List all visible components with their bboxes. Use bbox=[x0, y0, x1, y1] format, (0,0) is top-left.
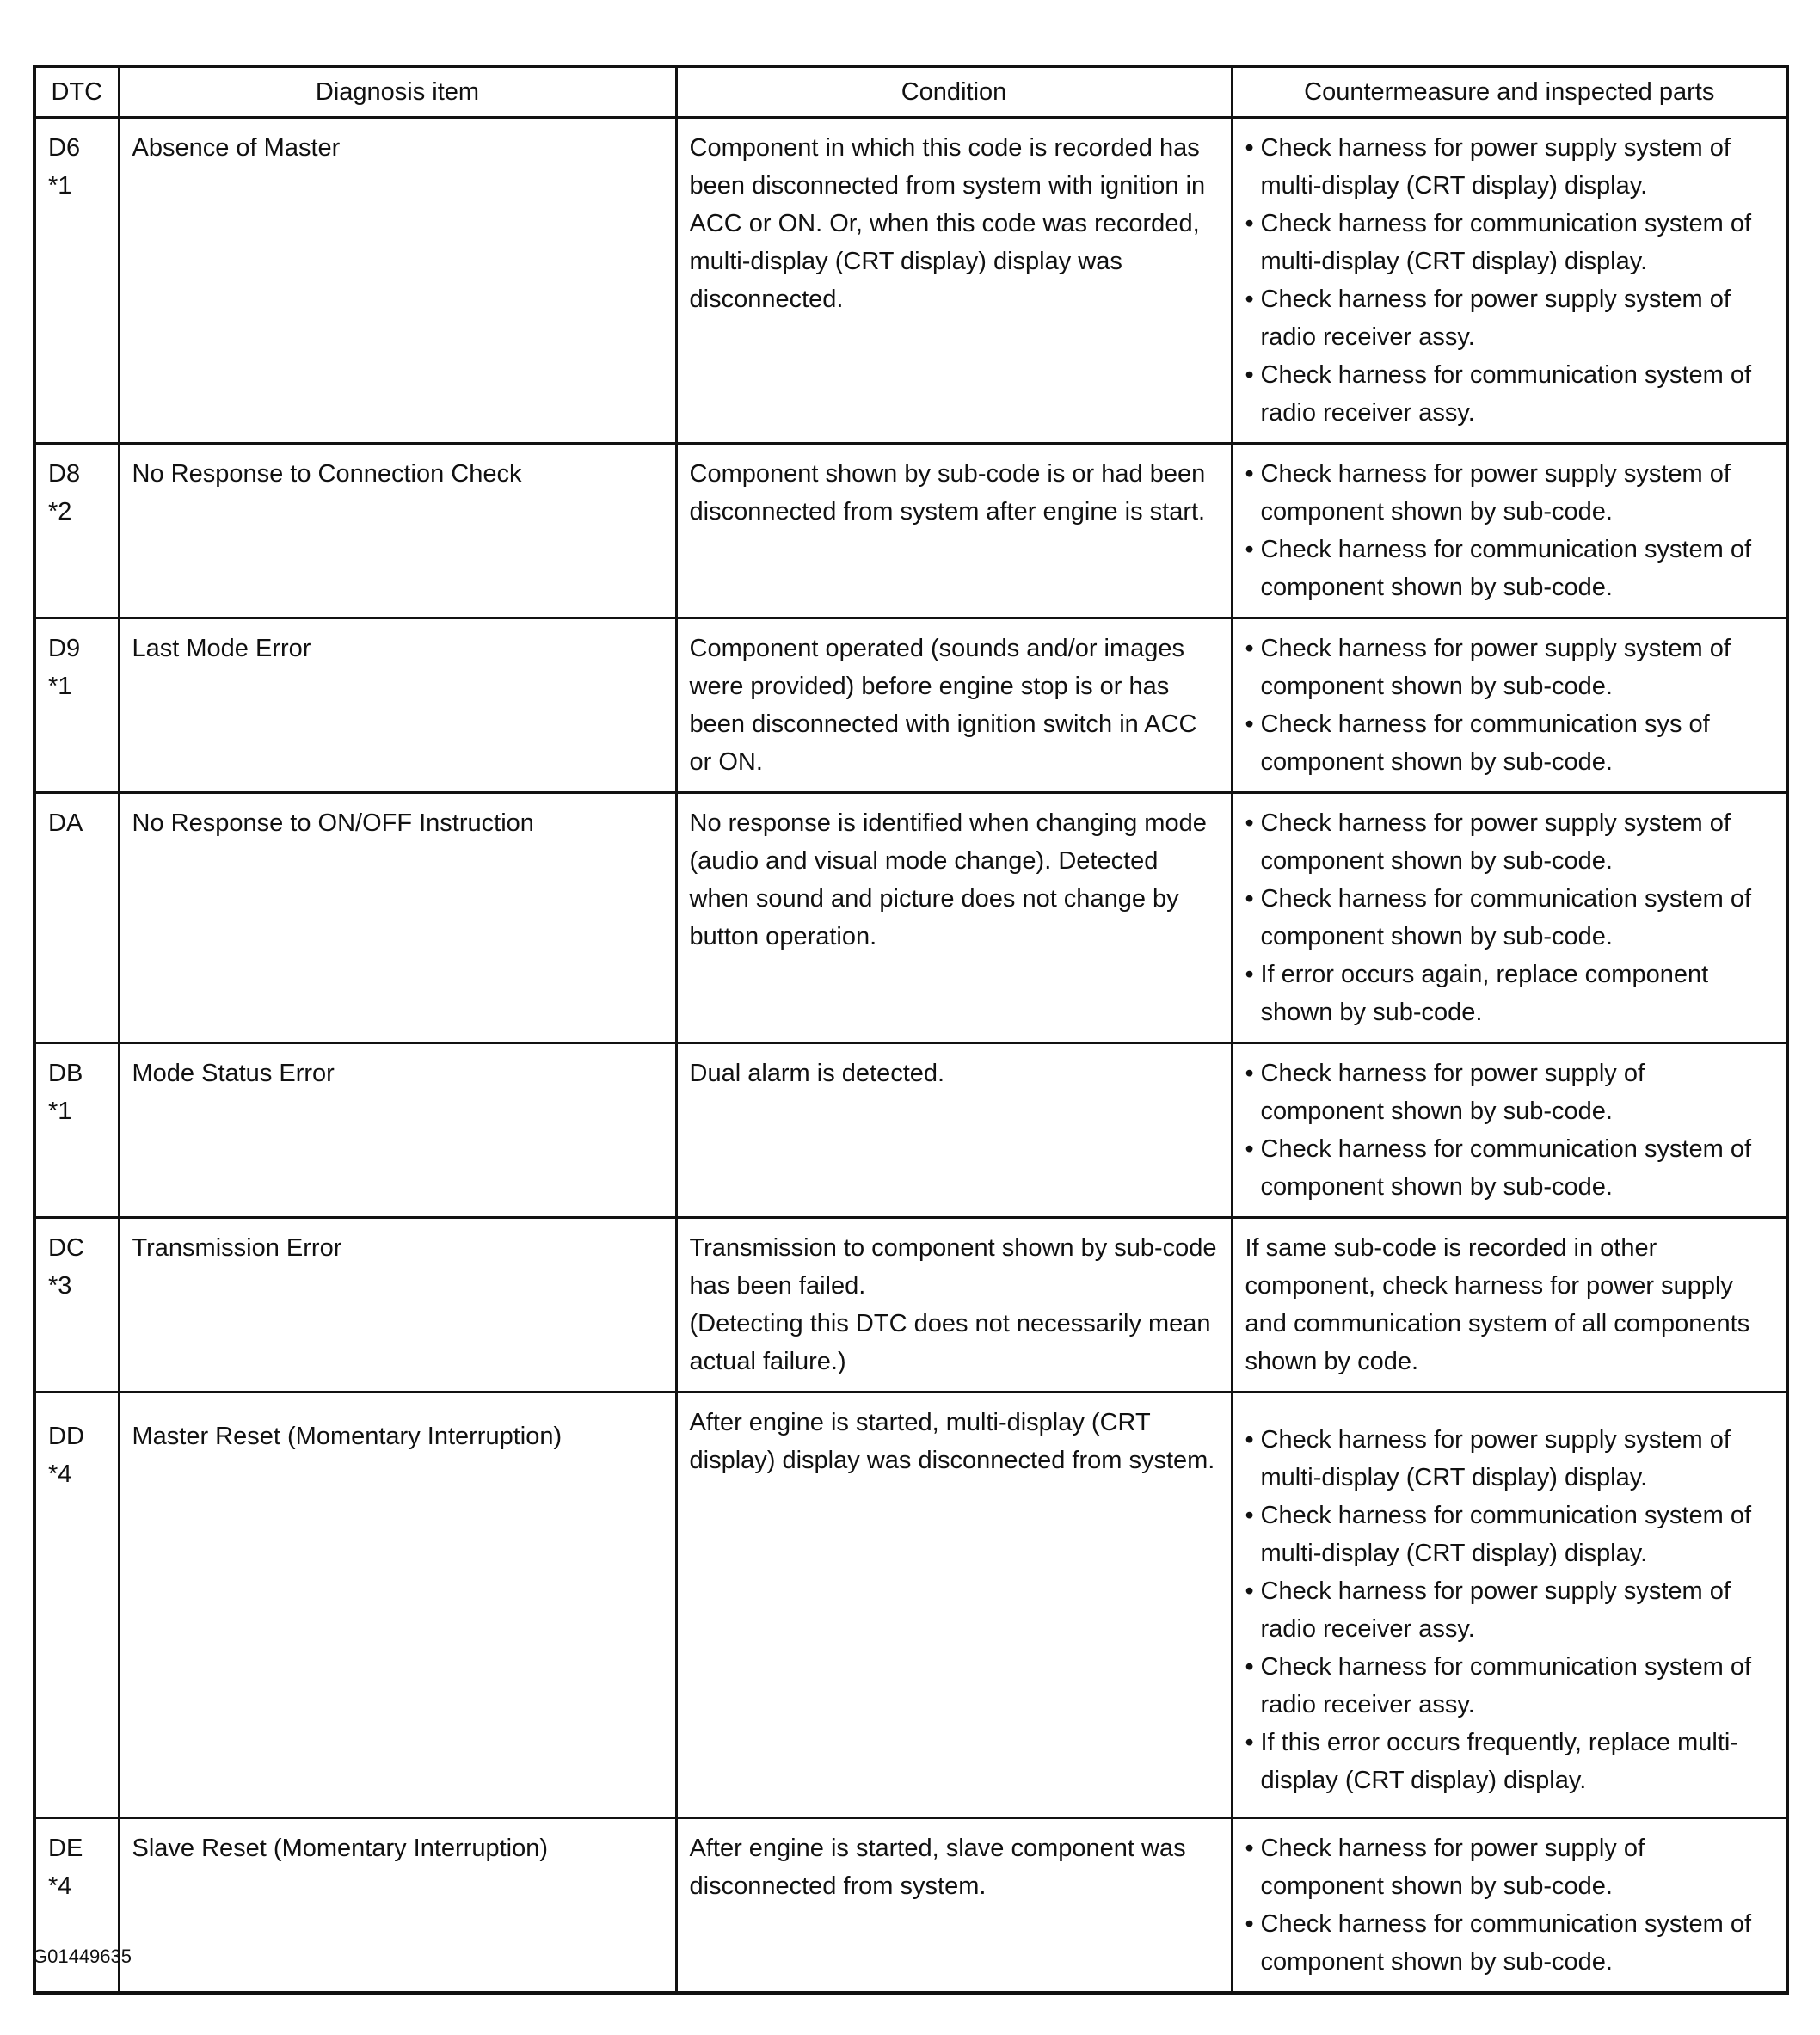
countermeasure-cell bbox=[1232, 618, 1787, 793]
diagnosis-item: Absence of Master bbox=[119, 118, 676, 444]
dtc-code-cell bbox=[34, 1393, 119, 1818]
measure-item: • Check harness for communication system of multi-display (CRT display) display. bbox=[1245, 205, 1774, 280]
countermeasure-text: If same sub-code is recorded in other component, check harness for power supply and communication system of all components shown by code. bbox=[1232, 1218, 1787, 1393]
diagnosis-item: Master Reset (Momentary Interruption) bbox=[119, 1393, 676, 1818]
dtc-code-cell bbox=[34, 618, 119, 793]
measure-item: • If this error occurs frequently, replace multi-display (CRT display) display. bbox=[1245, 1724, 1774, 1799]
countermeasure-cell bbox=[1232, 1043, 1787, 1218]
condition-note: (Detecting this DTC does not necessarily mean actual failure.) bbox=[689, 1310, 1211, 1375]
condition: Component in which this code is recorded has been disconnected from system with ignition in ACC or ON. Or, when this code was recorded, multi-display (CRT display) display was disconnected. bbox=[676, 118, 1232, 444]
dtc-code: D6 bbox=[48, 134, 81, 162]
dtc-code: DA bbox=[48, 809, 83, 837]
condition-cell bbox=[676, 1218, 1232, 1393]
countermeasure-cell bbox=[1232, 118, 1787, 444]
condition: Component shown by sub-code is or had been disconnected from system after engine is start. bbox=[676, 444, 1232, 618]
measure-list bbox=[1245, 1421, 1774, 1799]
header-condition: Condition bbox=[676, 66, 1232, 118]
measure-item: • Check harness for power supply system of component shown by sub-code. bbox=[1245, 455, 1774, 531]
dtc-code-cell bbox=[34, 793, 119, 1043]
dtc-code-cell bbox=[34, 444, 119, 618]
header-countermeasure: Countermeasure and inspected parts bbox=[1232, 66, 1787, 118]
measure-list bbox=[1245, 455, 1774, 606]
dtc-note: *3 bbox=[48, 1272, 72, 1300]
diagnosis-item: No Response to ON/OFF Instruction bbox=[119, 793, 676, 1043]
dtc-table bbox=[33, 65, 1789, 1995]
table-row bbox=[34, 444, 1787, 618]
header-dtc: DTC bbox=[34, 66, 119, 118]
dtc-code-cell bbox=[34, 1043, 119, 1218]
measure-item: • If error occurs again, replace component shown by sub-code. bbox=[1245, 956, 1774, 1031]
dtc-code: D9 bbox=[48, 635, 81, 662]
countermeasure-cell bbox=[1232, 1393, 1787, 1818]
dtc-note: *2 bbox=[48, 498, 72, 526]
table-row bbox=[34, 1393, 1787, 1818]
dtc-code-cell bbox=[34, 1218, 119, 1393]
measure-item: • Check harness for communication system of radio receiver assy. bbox=[1245, 1648, 1774, 1724]
condition: Transmission to component shown by sub-code has been failed. bbox=[689, 1234, 1217, 1300]
dtc-code: DB bbox=[48, 1060, 83, 1087]
condition: After engine is started, multi-display (CRT display) display was disconnected from system. bbox=[676, 1393, 1232, 1818]
diagnosis-item: Slave Reset (Momentary Interruption) bbox=[119, 1818, 676, 1994]
measure-item: • Check harness for communication system of component shown by sub-code. bbox=[1245, 880, 1774, 956]
measure-item: • Check harness for power supply system of component shown by sub-code. bbox=[1245, 804, 1774, 880]
measure-item: • Check harness for power supply of component shown by sub-code. bbox=[1245, 1054, 1774, 1130]
condition: No response is identified when changing mode (audio and visual mode change). Detected when sound and picture does not change by button operation. bbox=[676, 793, 1232, 1043]
measure-list bbox=[1245, 1054, 1774, 1206]
measure-item: • Check harness for power supply system of multi-display (CRT display) display. bbox=[1245, 129, 1774, 205]
header-diagnosis-item: Diagnosis item bbox=[119, 66, 676, 118]
measure-list bbox=[1245, 1829, 1774, 1981]
countermeasure-cell bbox=[1232, 793, 1787, 1043]
table-row bbox=[34, 1218, 1787, 1393]
dtc-note: *1 bbox=[48, 673, 72, 700]
dtc-code: D8 bbox=[48, 460, 81, 488]
measure-list bbox=[1245, 804, 1774, 1031]
measure-item: • Check harness for power supply system of multi-display (CRT display) display. bbox=[1245, 1421, 1774, 1497]
measure-list bbox=[1245, 630, 1774, 781]
dtc-note: *1 bbox=[48, 1097, 72, 1125]
condition: Component operated (sounds and/or images were provided) before engine stop is or has been disconnected with ignition switch in ACC or ON. bbox=[676, 618, 1232, 793]
figure-id: G01449635 bbox=[33, 1946, 132, 1967]
table-header-row bbox=[34, 66, 1787, 118]
dtc-note: *4 bbox=[48, 1460, 72, 1488]
condition: After engine is started, slave component was disconnected from system. bbox=[676, 1818, 1232, 1994]
measure-item: • Check harness for communication sys of component shown by sub-code. bbox=[1245, 705, 1774, 781]
dtc-code: DC bbox=[48, 1234, 84, 1262]
table-row bbox=[34, 1043, 1787, 1218]
dtc-note: *4 bbox=[48, 1872, 72, 1900]
table-row bbox=[34, 1818, 1787, 1994]
table-row bbox=[34, 118, 1787, 444]
table-row bbox=[34, 793, 1787, 1043]
measure-item: • Check harness for power supply system of radio receiver assy. bbox=[1245, 1572, 1774, 1648]
table-row bbox=[34, 618, 1787, 793]
measure-item: • Check harness for communication system of component shown by sub-code. bbox=[1245, 1905, 1774, 1981]
countermeasure-cell bbox=[1232, 1818, 1787, 1994]
condition: Dual alarm is detected. bbox=[676, 1043, 1232, 1218]
countermeasure-cell bbox=[1232, 444, 1787, 618]
measure-item: • Check harness for power supply system of component shown by sub-code. bbox=[1245, 630, 1774, 705]
dtc-note: *1 bbox=[48, 172, 72, 200]
diagnosis-item: Mode Status Error bbox=[119, 1043, 676, 1218]
diagnosis-item: Transmission Error bbox=[119, 1218, 676, 1393]
dtc-code-cell bbox=[34, 118, 119, 444]
measure-list bbox=[1245, 129, 1774, 432]
dtc-table-sheet bbox=[33, 65, 1786, 1995]
diagnosis-item: Last Mode Error bbox=[119, 618, 676, 793]
measure-item: • Check harness for power supply system of radio receiver assy. bbox=[1245, 280, 1774, 356]
measure-item: • Check harness for communication system of multi-display (CRT display) display. bbox=[1245, 1497, 1774, 1572]
diagnosis-item: No Response to Connection Check bbox=[119, 444, 676, 618]
measure-item: • Check harness for power supply of component shown by sub-code. bbox=[1245, 1829, 1774, 1905]
measure-item: • Check harness for communication system of component shown by sub-code. bbox=[1245, 1130, 1774, 1206]
dtc-code: DE bbox=[48, 1835, 83, 1862]
measure-item: • Check harness for communication system of radio receiver assy. bbox=[1245, 356, 1774, 432]
measure-item: • Check harness for communication system of component shown by sub-code. bbox=[1245, 531, 1774, 606]
dtc-code: DD bbox=[48, 1423, 84, 1450]
